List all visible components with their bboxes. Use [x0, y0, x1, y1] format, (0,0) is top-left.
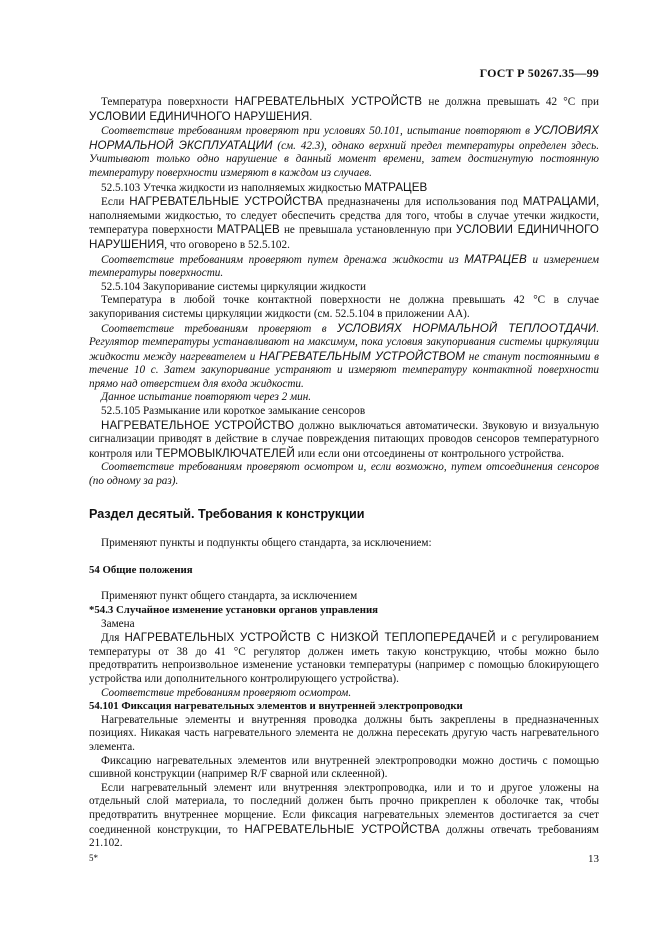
clause-52-5-104: 52.5.104 Закупоривание системы циркуляции жидкости — [101, 280, 366, 293]
paragraph-mattress-leak: Если НАГРЕВАТЕЛЬНЫЕ УСТРОЙСТВА предназначены для использования под МАТРАЦАМИ, наполняемыми жидкостью, то следует обеспечить средства для того, чтобы в случае утечки жидкости, температура поверхности МАТРАЦЕВ не превышала установленную при УСЛОВИИ ЕДИНИЧНОГО НАРУШЕНИЯ, что оговорено в 52.5.102. — [89, 195, 599, 251]
paragraph-circulation: Температура в любой точке контактной поверхности не должна превышать 42 °С в случае закупоривания системы циркуляции жидкости (см. 52.5.104 в приложении АА). — [89, 294, 599, 320]
document-header: ГОСТ Р 50267.35—99 — [479, 66, 599, 80]
paragraph-replacement: Замена — [101, 617, 135, 630]
heading-54: 54 Общие положения — [89, 563, 193, 576]
paragraph-compliance-1: Соответствие требованиям проверяют при условиях 50.101, испытание повторяют в УСЛОВИЯХ НОРМАЛЬНОЙ ЭКСПЛУАТАЦИИ (см. 42.3), однако верхний предел температуры определен здесь. Учитывают только одно нарушение в данный момент времени, затем достигнутую постоянную температуру поверхности измеряют в каждом из случаев. — [89, 124, 599, 179]
clause-52-5-103: 52.5.103 Утечка жидкости из наполняемых жидкостью МАТРАЦЕВ — [101, 180, 428, 194]
paragraph-sensors: НАГРЕВАТЕЛЬНОЕ УСТРОЙСТВО должно выключаться автоматически. Звуковую и визуальную сигнализации приводят в действие в случае повреждения питающих проводов сенсоров температурного контроля или ТЕРМОВЫКЛЮЧАТЕЛЕЙ или если они отсоединены от контрольного устройства. — [89, 418, 599, 460]
footer-signature-mark: 5* — [89, 853, 98, 863]
paragraph-low-heat-transfer: Для НАГРЕВАТЕЛЬНЫХ УСТРОЙСТВ С НИЗКОЙ ТЕПЛОПЕРЕДАЧЕЙ и с регулированием температуры от 38 до 41 °С регулятор должен иметь такую конструкцию, чтобы можно было предотвратить непроизвольное изменение установки температуры (например с помощью блокирующего устройства или дополнительного контролирующего устройства). — [89, 631, 599, 685]
paragraph-apply-clauses: Применяют пункты и подпункты общего стандарта, за исключением: — [101, 537, 432, 550]
paragraph-compliance-4: Соответствие требованиям проверяют осмотром и, если возможно, путем отсоединения сенсоров (по одному за раз). — [89, 461, 599, 488]
paragraph-heating-elements: Нагревательные элементы и внутренняя проводка должны быть закреплены в предназначенных позициях. Никакая часть нагревательного элемента не должна пересекать другую часть нагревательного элемента. — [89, 713, 599, 753]
paragraph-repeat-test: Данное испытание повторяют через 2 мин. — [101, 391, 312, 404]
paragraph-apply-clause: Применяют пункт общего стандарта, за исключением — [101, 590, 358, 603]
paragraph-separate-layer: Если нагревательный элемент или внутренняя электропроводка, или и то и другое уложены на отдельный слой материала, то последний должен быть прочно прикреплен к оболочке так, чтобы предотвратить внутреннее морщение. Если фиксация нагревательных элементов достигается за счет соединенной конструкции, то НАГРЕВАТЕЛЬНЫЕ УСТРОЙСТВА должны отвечать требованиям 21.102. — [89, 781, 599, 850]
heading-54-101: 54.101 Фиксация нагревательных элементов и внутренней электропроводки — [89, 700, 463, 713]
clause-52-5-105: 52.5.105 Размыкание или короткое замыкание сенсоров — [101, 405, 366, 418]
paragraph-compliance-2: Соответствие требованиям проверяют путем дренажа жидкости из МАТРАЦЕВ и измерением температуры поверхности. — [89, 252, 599, 280]
section-title: Раздел десятый. Требования к конструкции — [89, 506, 365, 521]
paragraph-compliance-3: Соответствие требованиям проверяют в УСЛОВИЯХ НОРМАЛЬНОЙ ТЕПЛООТДАЧИ. Регулятор температуры устанавливают на максимум, пока условия закупоривания системы циркуляции жидкости между нагревателем и НАГРЕВАТЕЛЬНЫМ УСТРОЙСТВОМ не станут постоянными в течение 10 с. Затем закупоривание устраняют и измеряют температуру контактной поверхности прямо над отверстием для входа жидкости. — [89, 321, 600, 390]
heading-54-3: *54.3 Случайное изменение установки органов управления — [89, 604, 379, 616]
page-number: 13 — [588, 853, 599, 865]
paragraph-fixation: Фиксацию нагревательных элементов или внутренней электропроводки можно достичь с помощью сшивной конструкции (например R/F сварной или склеенной). — [89, 754, 599, 781]
paragraph-compliance-5: Соответствие требованиям проверяют осмотром. — [101, 686, 352, 699]
document-body — [89, 95, 599, 851]
paragraph-surface-temperature: Температура поверхности НАГРЕВАТЕЛЬНЫХ УСТРОЙСТВ не должна превышать 42 °С при УСЛОВИИ ЕДИНИЧНОГО НАРУШЕНИЯ. — [89, 95, 599, 123]
